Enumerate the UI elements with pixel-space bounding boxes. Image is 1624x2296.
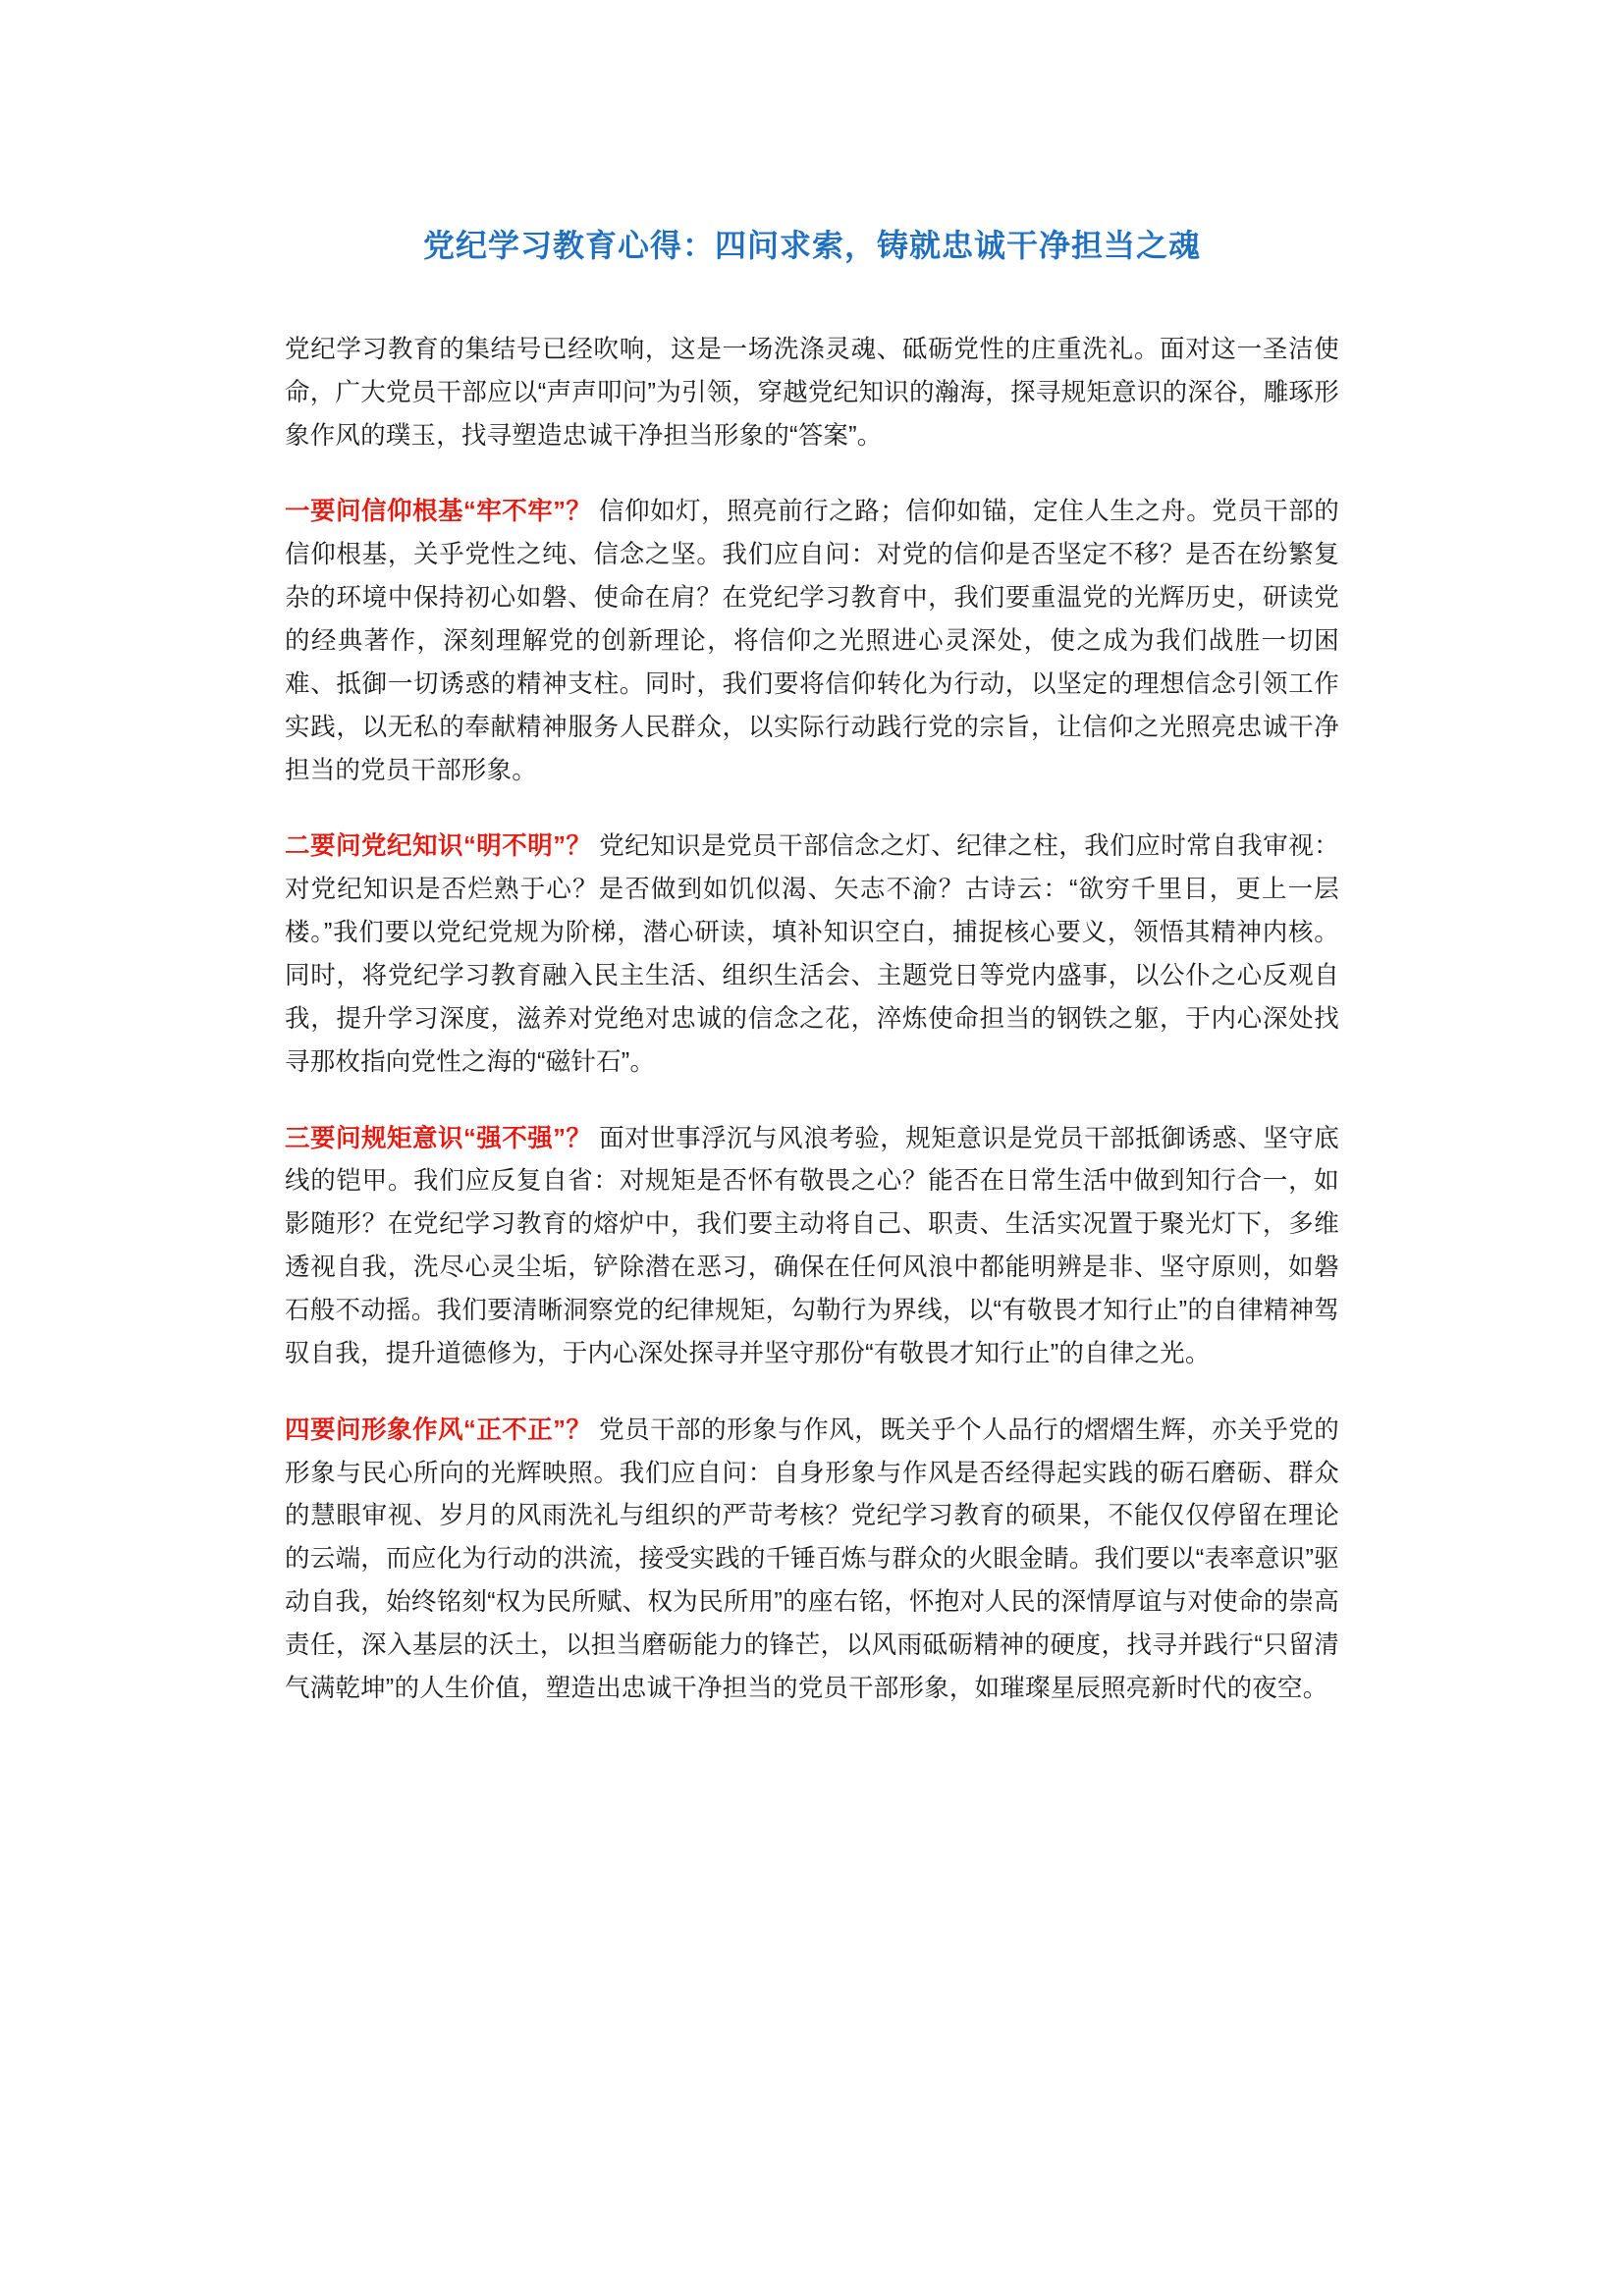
paragraph-lead: 四要问形象作风“正不正”？ [285,1415,592,1444]
paragraph-lead: 一要问信仰根基“牢不牢”？ [285,498,592,526]
paragraph-text: 党纪知识是党员干部信念之灯、纪律之柱，我们应时常自我审视：对党纪知识是否烂熟于心？是否做到如饥似渴、矢志不渝？古诗云：“欲穷千里目，更上一层楼。”我们要以党纪党规为阶梯，潜心研读，填补知识空白，捕捉核心要义，领悟其精神内核。同时，将党纪学习教育融入民主生活、组织生活会、主题党日等党内盛事，以公仆之心反观自我，提升学习深度，滋养对党绝对忠诚的信念之花，淬炼使命担当的钢铁之躯，于内心深处找寻那枚指向党性之海的“磁针石”。 [285,832,1339,1076]
paragraph-question-3 [285,1118,1339,1376]
paragraph-lead: 二要问党纪知识“明不明”？ [285,832,592,861]
paragraph-question-4 [285,1410,1339,1711]
paragraph-text: 党员干部的形象与作风，既关乎个人品行的熠熠生辉，亦关乎党的形象与民心所向的光辉映照。我们应自问：自身形象与作风是否经得起实践的砺石磨砺、群众的慧眼审视、岁月的风雨洗礼与组织的严苛考核？党纪学习教育的硕果，不能仅仅停留在理论的云端，而应化为行动的洪流，接受实践的千锤百炼与群众的火眼金睛。我们要以“表率意识”驱动自我，始终铭刻“权为民所赋、权为民所用”的座右铭，怀抱对人民的深情厚谊与对使命的崇高责任，深入基层的沃土，以担当磨砺能力的锋芒，以风雨砥砺精神的硬度，找寻并践行“只留清气满乾坤”的人生价值，塑造出忠诚干净担当的党员干部形象，如璀璨星辰照亮新时代的夜空。 [285,1415,1339,1702]
paragraph-text: 党纪学习教育的集结号已经吹响，这是一场洗涤灵魂、砥砺党性的庄重洗礼。面对这一圣洁使命，广大党员干部应以“声声叩问”为引领，穿越党纪知识的瀚海，探寻规矩意识的深谷，雕琢形象作风的璞玉，找寻塑造忠诚干净担当形象的“答案”。 [285,335,1339,450]
paragraph-question-2 [285,826,1339,1084]
paragraph-intro [285,329,1339,458]
page-title: 党纪学习教育心得：四问求索，铸就忠诚干净担当之魂 [422,228,1201,263]
paragraph-text: 信仰如灯，照亮前行之路；信仰如锚，定住人生之舟。党员干部的信仰根基，关乎党性之纯、信念之坚。我们应自问：对党的信仰是否坚定不移？是否在纷繁复杂的环境中保持初心如磐、使命在肩？在党纪学习教育中，我们要重温党的光辉历史，研读党的经典著作，深刻理解党的创新理论，将信仰之光照进心灵深处，使之成为我们战胜一切困难、抵御一切诱惑的精神支柱。同时，我们要将信仰转化为行动，以坚定的理想信念引领工作实践，以无私的奉献精神服务人民群众，以实际行动践行党的宗旨，让信仰之光照亮忠诚干净担当的党员干部形象。 [285,498,1339,784]
paragraph-lead: 三要问规矩意识“强不强”？ [285,1124,592,1152]
paragraph-question-1 [285,491,1339,792]
paragraph-text: 面对世事浮沉与风浪考验，规矩意识是党员干部抵御诱惑、坚守底线的铠甲。我们应反复自省：对规矩是否怀有敬畏之心？能否在日常生活中做到知行合一，如影随形？在党纪学习教育的熔炉中，我们要主动将自己、职责、生活实况置于聚光灯下，多维透视自我，洗尽心灵尘垢，铲除潜在恶习，确保在任何风浪中都能明辨是非、坚守原则，如磐石般不动摇。我们要清晰洞察党的纪律规矩，勾勒行为界线，以“有敬畏才知行止”的自律精神驾驭自我，提升道德修为，于内心深处探寻并坚守那份“有敬畏才知行止”的自律之光。 [285,1124,1339,1367]
